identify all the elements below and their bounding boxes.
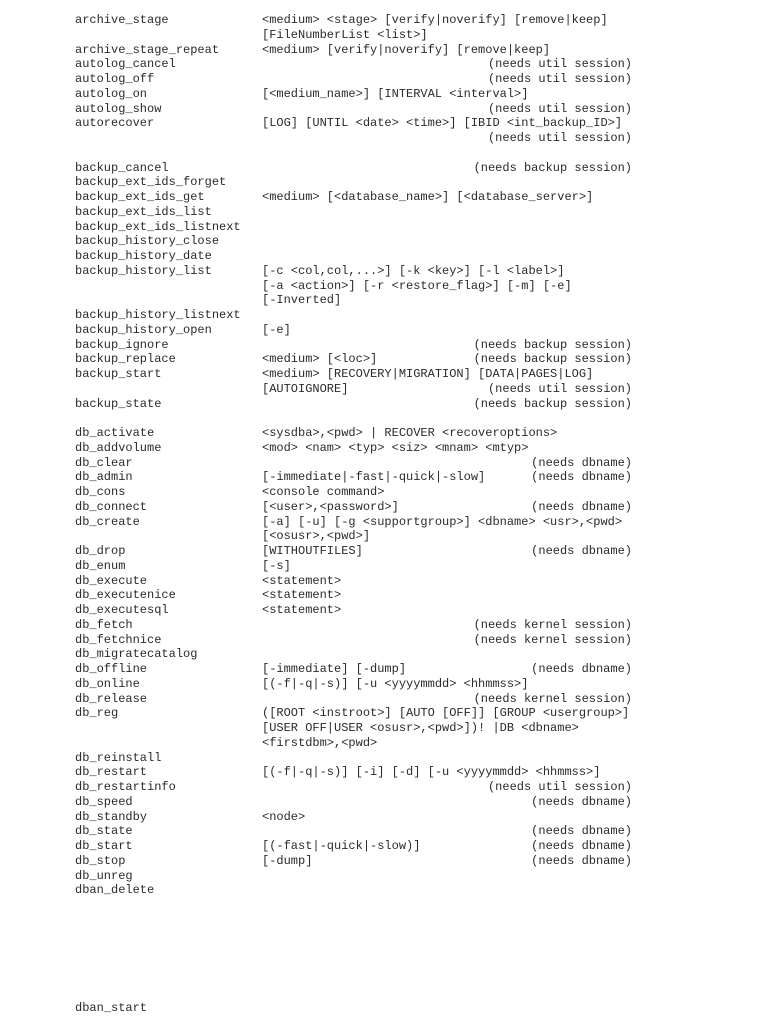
command-line: [0, 765, 768, 780]
command-line: [0, 382, 768, 397]
session-requirement-note: (needs util session): [487, 131, 632, 145]
command-name: backup_history_list: [75, 263, 212, 278]
command-name: backup_ext_ids_get: [75, 190, 205, 204]
command-arguments: [<medium_name>] [INTERVAL <interval>]: [262, 86, 529, 101]
command-line: [0, 175, 768, 190]
command-line: [0, 869, 768, 884]
session-requirement-note: (needs kernel session): [473, 691, 632, 706]
command-arguments: <statement>: [262, 573, 342, 588]
command-name: db_reg: [75, 706, 119, 721]
command-arguments: [-immediate] [-dump]: [262, 662, 407, 676]
command-name: db_restartinfo: [75, 780, 176, 794]
session-requirement-note: (needs backup session): [473, 337, 632, 352]
command-name: backup_history_listnext: [75, 308, 241, 322]
command-name: db_release: [75, 691, 148, 706]
command-name: db_speed: [75, 794, 133, 809]
command-arguments: [(-f|-q|-s)] [-u <yyyymmdd> <hhmmss>]: [262, 676, 529, 691]
command-line: [0, 780, 768, 795]
command-name: backup_ignore: [75, 337, 169, 352]
command-arguments: <console command>: [262, 485, 385, 499]
command-line: [0, 352, 768, 367]
command-arguments: <mod> <nam> <typ> <siz> <mnam> <mtyp>: [262, 440, 529, 455]
command-name: backup_ext_ids_forget: [75, 175, 227, 190]
command-name: db_offline: [75, 662, 148, 676]
command-line: [0, 677, 768, 692]
command-name: db_executesql: [75, 603, 169, 617]
command-name: autolog_off: [75, 72, 155, 86]
command-arguments: [(-f|-q|-s)] [-i] [-d] [-u <yyyymmdd> <hhmmss>]: [262, 765, 601, 780]
command-line: [0, 736, 768, 751]
command-name: db_clear: [75, 455, 133, 470]
command-name: db_create: [75, 514, 140, 529]
command-name: db_fetch: [75, 617, 133, 632]
command-arguments: [<user>,<password>]: [262, 499, 399, 514]
session-requirement-note: (needs dbname): [531, 544, 632, 558]
command-line: [0, 367, 768, 382]
command-arguments: <medium> <stage> [verify|noverify] [remove|keep]: [262, 13, 608, 27]
command-name: db_drop: [75, 544, 126, 558]
session-requirement-note: (needs kernel session): [473, 632, 632, 647]
command-line: [0, 205, 768, 220]
command-line: [0, 500, 768, 515]
command-name: autolog_cancel: [75, 57, 176, 72]
command-line: [0, 588, 768, 603]
command-name: db_migratecatalog: [75, 647, 198, 662]
command-arguments: [-dump]: [262, 853, 313, 868]
command-line: [0, 883, 768, 898]
command-line: [0, 397, 768, 412]
command-arguments: <statement>: [262, 603, 342, 617]
command-line: [0, 57, 768, 72]
command-line: [0, 662, 768, 677]
command-name: db_standby: [75, 809, 148, 824]
command-arguments: [<osusr>,<pwd>]: [262, 529, 371, 544]
command-line: [0, 131, 768, 146]
command-line: [0, 618, 768, 633]
command-line: [0, 795, 768, 810]
session-requirement-note: (needs dbname): [531, 824, 632, 839]
command-line: [0, 810, 768, 825]
command-name: archive_stage: [75, 13, 169, 27]
command-name: backup_ext_ids_listnext: [75, 219, 241, 234]
command-name: autorecover: [75, 116, 155, 131]
session-requirement-note: (needs backup session): [473, 396, 632, 411]
command-line: [0, 515, 768, 530]
command-line: [0, 647, 768, 662]
command-line: [0, 529, 768, 544]
command-name: backup_replace: [75, 352, 176, 367]
command-arguments: [-a] [-u] [-g <supportgroup>] <dbname> <usr>,<pwd>: [262, 514, 623, 529]
command-arguments: [WITHOUTFILES]: [262, 544, 363, 558]
session-requirement-note: (needs dbname): [531, 794, 632, 809]
command-line: [0, 279, 768, 294]
command-name: backup_ext_ids_list: [75, 204, 212, 219]
command-arguments: <sysdba>,<pwd> | RECOVER <recoveroptions>: [262, 426, 558, 440]
command-line: [0, 234, 768, 249]
command-name: autolog_on: [75, 86, 148, 101]
command-arguments: [-immediate|-fast|-quick|-slow]: [262, 470, 486, 485]
command-name: backup_history_close: [75, 234, 220, 249]
command-arguments: [-s]: [262, 558, 291, 573]
command-name: db_online: [75, 676, 140, 691]
session-requirement-note: (needs dbname): [531, 853, 632, 868]
command-line: [0, 854, 768, 869]
command-arguments: [-a <action>] [-r <restore_flag>] [-m] [-e]: [262, 278, 572, 293]
session-requirement-note: (needs dbname): [531, 455, 632, 470]
command-arguments: [-c <col,col,...>] [-k <key>] [-l <label>]: [262, 263, 565, 278]
command-line: [0, 470, 768, 485]
command-name: db_connect: [75, 499, 148, 514]
command-name: backup_history_open: [75, 322, 212, 337]
session-requirement-note: (needs util session): [487, 72, 632, 86]
session-requirement-note: (needs util session): [487, 780, 632, 794]
session-requirement-note: (needs backup session): [473, 160, 632, 175]
command-line: [0, 102, 768, 117]
command-line: [0, 338, 768, 353]
command-arguments: ([ROOT <instroot>] [AUTO [OFF]] [GROUP <usergroup>]: [262, 706, 630, 721]
command-line: [0, 839, 768, 854]
session-requirement-note: (needs util session): [487, 101, 632, 116]
command-line: [0, 87, 768, 102]
command-arguments: <firstdbm>,<pwd>: [262, 735, 378, 750]
command-line: [0, 574, 768, 589]
command-arguments: <statement>: [262, 588, 342, 603]
command-line: [0, 603, 768, 618]
command-line: [0, 249, 768, 264]
command-line: [0, 692, 768, 707]
command-name: db_start: [75, 839, 133, 853]
session-requirement-note: (needs util session): [487, 381, 632, 396]
command-line: [0, 485, 768, 500]
session-requirement-note: (needs dbname): [531, 839, 632, 853]
command-name: dban_start: [75, 1001, 148, 1016]
command-line: [0, 706, 768, 721]
command-name: db_execute: [75, 573, 148, 588]
command-arguments: <medium> [RECOVERY|MIGRATION] [DATA|PAGES|LOG]: [262, 367, 594, 381]
command-line: [0, 264, 768, 279]
command-arguments: [FileNumberList <list>]: [262, 27, 428, 42]
command-name: db_state: [75, 824, 133, 839]
command-arguments: [(-fast|-quick|-slow)]: [262, 839, 421, 853]
command-name: db_addvolume: [75, 440, 162, 455]
command-line: [0, 441, 768, 456]
command-line: [0, 220, 768, 235]
command-line: [0, 559, 768, 574]
command-name: backup_cancel: [75, 160, 169, 175]
session-requirement-note: (needs backup session): [473, 352, 632, 367]
command-name: db_admin: [75, 470, 133, 485]
command-name: db_reinstall: [75, 750, 162, 765]
command-line: [0, 161, 768, 176]
command-line: [0, 13, 768, 28]
command-name: archive_stage_repeat: [75, 42, 220, 57]
session-requirement-note: (needs dbname): [531, 499, 632, 514]
command-line: [0, 824, 768, 839]
command-line: [0, 323, 768, 338]
command-line: [0, 751, 768, 766]
command-name: backup_history_date: [75, 249, 212, 263]
command-arguments: <node>: [262, 809, 306, 824]
command-line: [0, 1001, 768, 1016]
command-name: db_activate: [75, 426, 155, 440]
command-line: [0, 43, 768, 58]
command-name: backup_state: [75, 396, 162, 411]
command-line: [0, 544, 768, 559]
command-arguments: <medium> [verify|noverify] [remove|keep]: [262, 42, 551, 57]
command-name: backup_start: [75, 367, 162, 381]
command-name: db_restart: [75, 765, 148, 780]
command-line: [0, 28, 768, 43]
command-name: db_executenice: [75, 588, 176, 603]
command-line: [0, 293, 768, 308]
command-name: dban_delete: [75, 883, 155, 898]
command-arguments: [USER OFF|USER <osusr>,<pwd>])! |DB <dbname>: [262, 721, 579, 735]
session-requirement-note: (needs dbname): [531, 662, 632, 676]
command-name: db_enum: [75, 558, 126, 573]
command-line: [0, 721, 768, 736]
command-arguments: <medium> [<loc>]: [262, 352, 378, 367]
command-line: [0, 456, 768, 471]
session-requirement-note: (needs dbname): [531, 470, 632, 485]
command-line: [0, 190, 768, 205]
command-name: db_cons: [75, 485, 126, 499]
command-name: db_fetchnice: [75, 632, 162, 647]
command-name: db_stop: [75, 853, 126, 868]
command-arguments: [LOG] [UNTIL <date> <time>] [IBID <int_backup_ID>]: [262, 116, 623, 131]
command-name: db_unreg: [75, 868, 133, 883]
command-arguments: [-Inverted]: [262, 293, 342, 308]
command-line: [0, 633, 768, 648]
command-line: [0, 116, 768, 131]
command-line: [0, 72, 768, 87]
command-line: [0, 426, 768, 441]
command-name: autolog_show: [75, 101, 162, 116]
session-requirement-note: (needs util session): [487, 57, 632, 72]
command-arguments: <medium> [<database_name>] [<database_server>]: [262, 190, 594, 204]
command-arguments: [-e]: [262, 322, 291, 337]
session-requirement-note: (needs kernel session): [473, 617, 632, 632]
command-line: [0, 308, 768, 323]
command-arguments: [AUTOIGNORE]: [262, 381, 349, 396]
